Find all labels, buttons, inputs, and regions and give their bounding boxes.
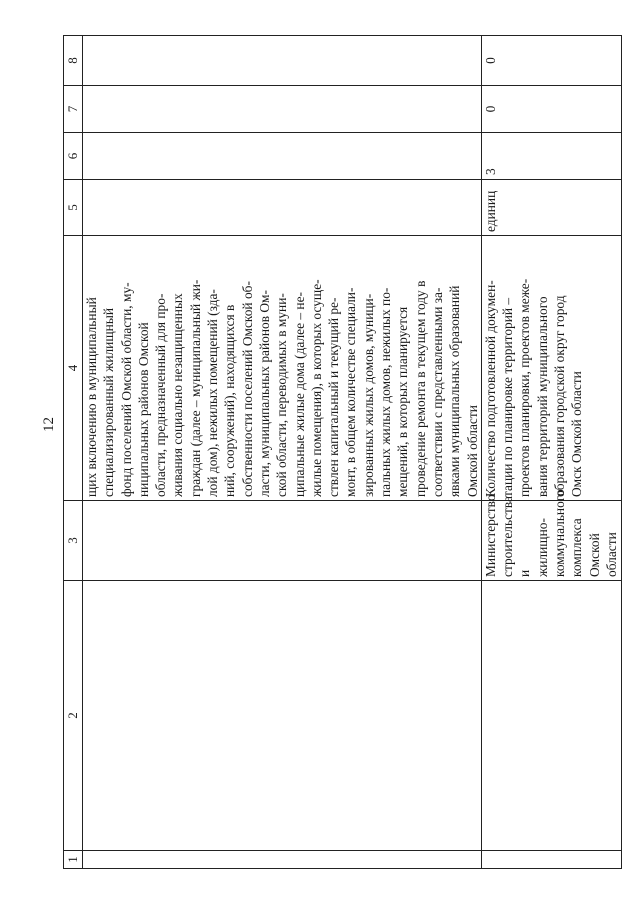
indicators-table bbox=[63, 35, 622, 869]
column-header-4: 4 bbox=[64, 236, 83, 501]
cell-indicator-name: Количество подготовленной докумен- тации по планировке территорий – проектов планировки, проектов меже- вания территорий муниципального образования городской округ город Омск Омской области bbox=[481, 236, 621, 501]
header-row bbox=[64, 36, 83, 869]
cell-value-6: 3 bbox=[481, 133, 621, 180]
cell-value-8 bbox=[83, 36, 482, 86]
table-row-new bbox=[481, 36, 621, 869]
cell-value-7: 0 bbox=[481, 86, 621, 133]
cell-value-6 bbox=[83, 133, 482, 180]
cell-program-name bbox=[481, 581, 621, 851]
column-header-3: 3 bbox=[64, 501, 83, 581]
cell-unit bbox=[83, 180, 482, 236]
cell-executor bbox=[83, 501, 482, 581]
cell-number bbox=[83, 851, 482, 869]
column-header-7: 7 bbox=[64, 86, 83, 133]
cell-program-name bbox=[83, 581, 482, 851]
column-header-2: 2 bbox=[64, 581, 83, 851]
column-header-8: 8 bbox=[64, 36, 83, 86]
cell-number bbox=[481, 851, 621, 869]
table-row-continued bbox=[83, 36, 482, 869]
cell-unit: единиц bbox=[481, 180, 621, 236]
cell-value-7 bbox=[83, 86, 482, 133]
rotated-table-sheet bbox=[63, 36, 619, 869]
column-header-6: 6 bbox=[64, 133, 83, 180]
cell-indicator-name: щих включению в муниципальный специализированный жилищный фонд поселений Омской области, му- ниципальных районов Омской области, предназначенный для про- живания социально незащищенных граждан (далее – муниципальный жи- лой дом), нежилых помещений (зда- ний, сооружений), находящихся в собственности поселений Омской об- ласти, муниципальных районов Ом- ской области, переводимых в муни- ципальные жилые дома (далее – не- жилые помещения), в которых осуще- ствлен капитальный и текущий ре- монт, в общем количестве специали- зированных жилых домов, муници- пальных жилых домов, нежилых по- мещений, в которых планируется проведение ремонта в текущем году в соответствии с представленными за- явками муниципальных образований Омской области bbox=[83, 236, 482, 501]
column-header-5: 5 bbox=[64, 180, 83, 236]
cell-executor: Министерство строительства и жилищно- коммунального комплекса Омской области bbox=[481, 501, 621, 581]
cell-value-8: 0 bbox=[481, 36, 621, 86]
column-header-1: 1 bbox=[64, 851, 83, 869]
page-number: 12 bbox=[41, 417, 57, 432]
